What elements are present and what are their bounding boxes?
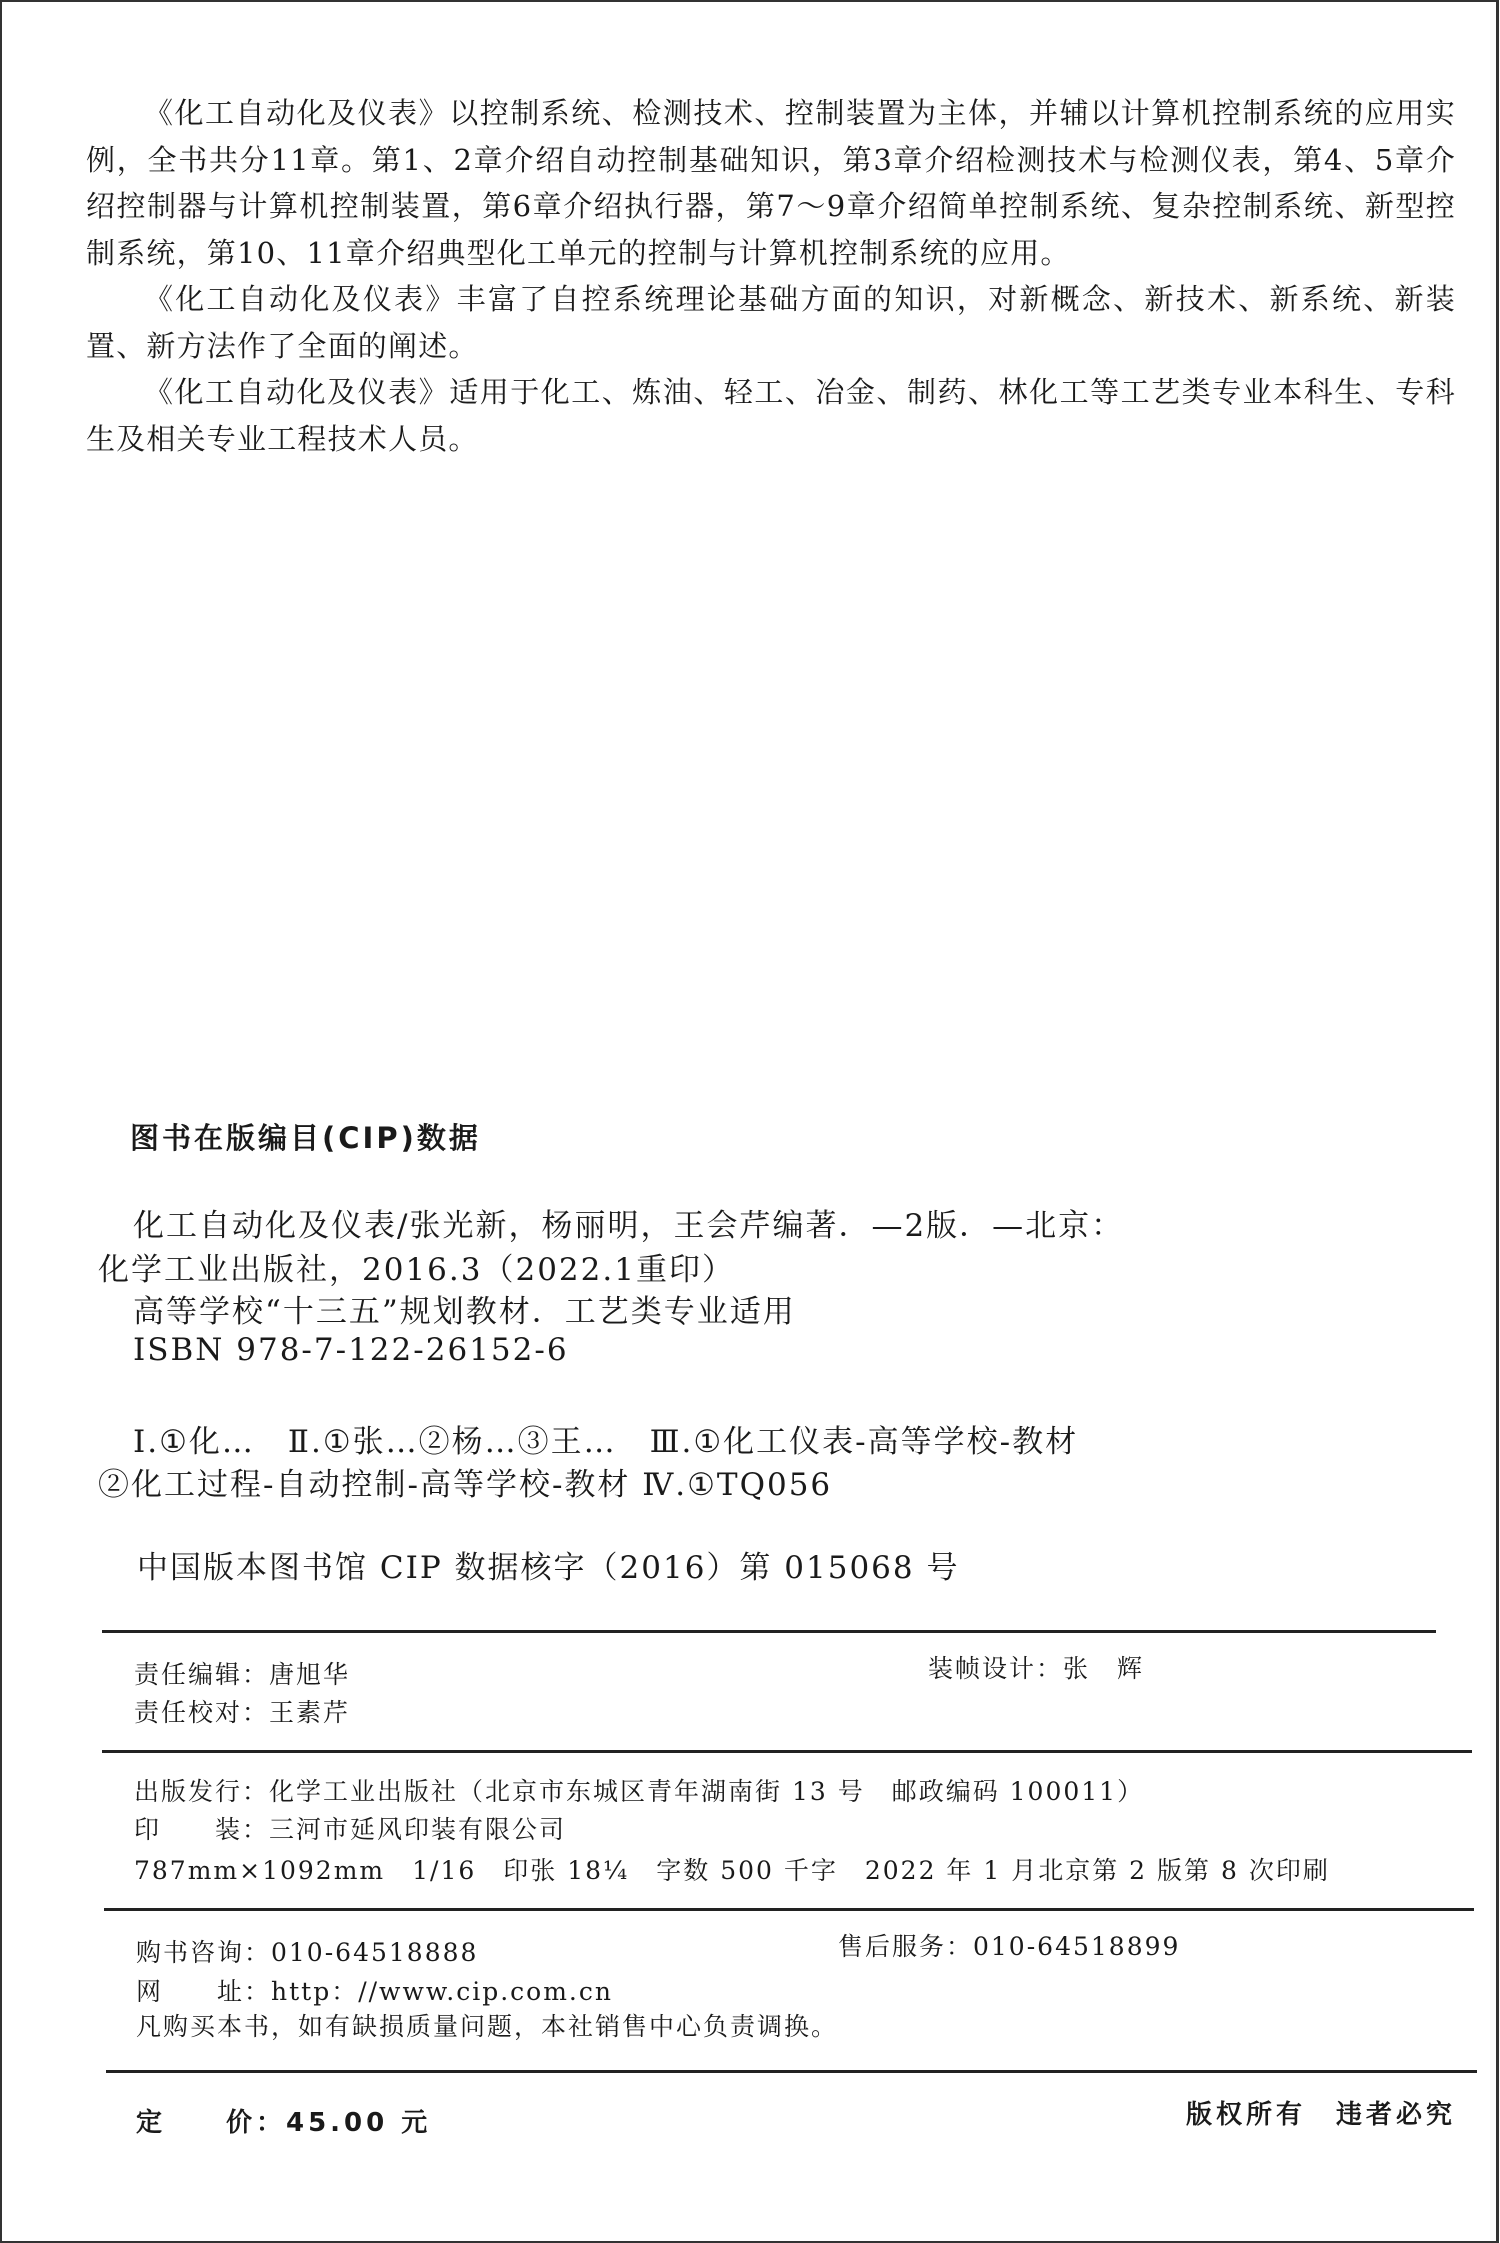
- cip-classification-line-1: Ⅰ.①化… Ⅱ.①张…②杨…③王… Ⅲ.①化工仪表-高等学校-教材: [133, 1424, 1079, 1460]
- description-paragraph-2: 《化工自动化及仪表》丰富了自控系统理论基础方面的知识，对新概念、新技术、新系统、新装置、新方法作了全面的阐述。: [86, 282, 1456, 363]
- divider: [102, 1630, 1436, 1633]
- cip-series: 高等学校“十三五”规划教材．工艺类专业适用: [133, 1294, 796, 1330]
- description-paragraph-3: 《化工自动化及仪表》适用于化工、炼油、轻工、冶金、制药、林化工等工艺类专业本科生、专科生及相关专业工程技术人员。: [86, 375, 1456, 456]
- cip-isbn: ISBN 978-7-122-26152-6: [133, 1332, 569, 1368]
- cip-check-number: 中国版本图书馆 CIP 数据核字（2016）第 015068 号: [137, 1550, 960, 1586]
- copyright-notice: 版权所有 违者必究: [1186, 2100, 1457, 2130]
- cover-design-credit: 装帧设计：张 辉: [928, 1654, 1145, 1683]
- publisher-info: 出版发行：化学工业出版社（北京市东城区青年湖南街 13 号 邮政编码 100011）: [134, 1777, 1145, 1806]
- price: 定 价：45.00 元: [136, 2108, 432, 2138]
- after-sales-hotline: 售后服务：010-64518899: [838, 1932, 1181, 1961]
- divider: [102, 1750, 1472, 1753]
- purchase-hotline: 购书咨询：010-64518888: [136, 1938, 479, 1967]
- printer-info: 印 装：三河市延风印装有限公司: [134, 1815, 567, 1844]
- divider: [104, 1908, 1474, 1911]
- divider: [106, 2070, 1477, 2073]
- cip-heading: 图书在版编目(CIP)数据: [130, 1121, 481, 1155]
- print-specs: 787mm×1092mm 1/16 印张 18¼ 字数 500 千字 2022 年 1 月北京第 2 版第 8 次印刷: [134, 1856, 1330, 1885]
- cip-record-line-2: 化学工业出版社，2016.3（2022.1重印）: [98, 1252, 735, 1288]
- editor-credit: 责任编辑：唐旭华: [134, 1660, 351, 1689]
- cip-record-line-1: 化工自动化及仪表/张光新，杨丽明，王会芹编著．—2版．—北京：: [133, 1208, 1125, 1244]
- book-description: [86, 90, 1456, 462]
- proofreader-credit: 责任校对：王素芹: [134, 1698, 351, 1727]
- quality-notice: 凡购买本书，如有缺损质量问题，本社销售中心负责调换。: [136, 2012, 839, 2041]
- cip-classification-line-2: ②化工过程-自动控制-高等学校-教材 Ⅳ.①TQ056: [98, 1467, 833, 1503]
- website-link[interactable]: 网 址：http：//www.cip.com.cn: [136, 1977, 613, 2006]
- description-paragraph-1: 《化工自动化及仪表》以控制系统、检测技术、控制装置为主体，并辅以计算机控制系统的应用实例，全书共分11章。第1、2章介绍自动控制基础知识，第3章介绍检测技术与检测仪表，第4、5章介绍控制器与计算机控制装置，第6章介绍执行器，第7～9章介绍简单控制系统、复杂控制系统、新型控制系统，第10、11章介绍典型化工单元的控制与计算机控制系统的应用。: [86, 96, 1456, 270]
